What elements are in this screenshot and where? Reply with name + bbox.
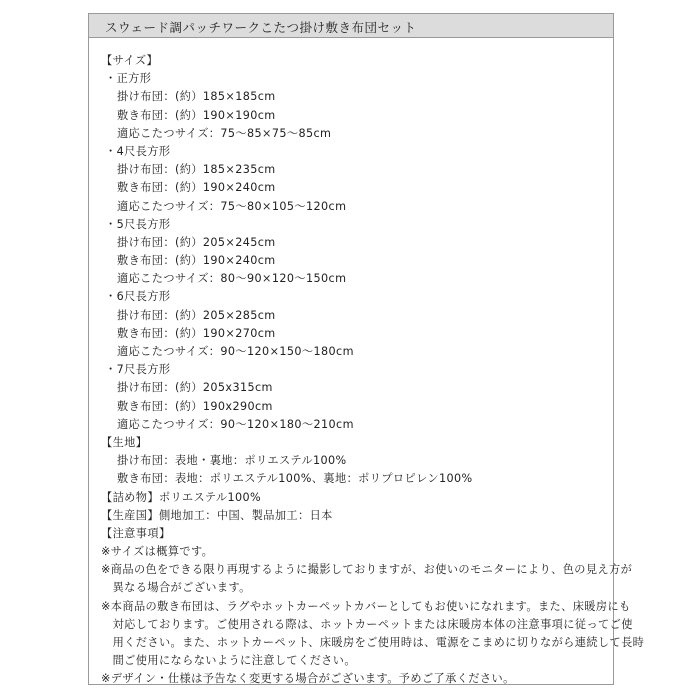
page-title: スウェード調パッチワークこたつ掛け敷き布団セット	[105, 20, 417, 35]
spec-line: 掛け布団：(約）205×245cm	[117, 235, 276, 249]
spec-line: 掛け布団：(約）185×185cm	[117, 90, 276, 104]
size-type-label: ・5尺長方形	[105, 217, 171, 231]
spec-list	[101, 52, 603, 543]
spec-line: 敷き布団：(約）190×190cm	[117, 108, 276, 122]
spec-line: 適応こたつサイズ：90～120×150～180cm	[117, 345, 354, 358]
note-line: 用ください。また、ホットカーペット、床暖房をご使用時は、電源をこまめに切りながら連続して長時	[101, 636, 645, 649]
spec-content	[101, 52, 645, 689]
spec-line: 掛け布団：(約）185×235cm	[117, 163, 276, 177]
size-type-label: ・6尺長方形	[105, 290, 171, 304]
spec-line: 適応こたつサイズ：75～80×105～120cm	[117, 199, 347, 213]
spec-line: 掛け布団：表地・裏地：ポリエステル100%	[117, 454, 347, 468]
spec-line: 敷き布団：表地：ポリエステル100%、裏地：ポリプロピレン100%	[117, 472, 473, 486]
spec-line: 敷き布団：(約）190×240cm	[117, 254, 276, 268]
notes-list	[101, 543, 645, 689]
size-type-label: ・7尺長方形	[105, 363, 171, 377]
section-heading: 【詰め物】ポリエステル100%	[101, 490, 262, 504]
note-line: 間ご使用にならないように注意してください。	[101, 654, 356, 668]
note-line: 異なる場合がございます。	[101, 581, 251, 595]
spec-line: 敷き布団：(約）190×240cm	[117, 181, 276, 195]
size-type-label: ・4尺長方形	[105, 144, 171, 158]
note-line: ※本商品の敷き布団は、ラグやホットカーペットカバーとしてもお使いになれます。また、床暖房にも	[101, 599, 631, 613]
spec-line: 適応こたつサイズ：75～85×75～85cm	[117, 126, 332, 140]
spec-line: 敷き布団：(約）190×270cm	[117, 326, 276, 340]
note-line: ※サイズは概算です。	[101, 545, 214, 559]
spec-panel	[88, 13, 645, 686]
section-heading: 【サイズ】	[101, 54, 159, 67]
title-bar	[89, 14, 613, 38]
section-heading: 【生産国】側地加工：中国、製品加工：日本	[101, 508, 333, 522]
note-line: ※商品の色をできる限り再現するように撮影しておりますが、お使いのモニターにより、色の見え方が	[101, 563, 633, 577]
spec-line: 掛け布団：(約）205×285cm	[117, 308, 276, 322]
size-type-label: ・正方形	[105, 72, 152, 86]
section-heading: 【生地】	[101, 435, 148, 449]
note-line: ※デザイン・仕様は予告なく変更する場合がございます。予めご了承ください。	[101, 672, 515, 686]
note-line: 対応しております。ご使用される際は、ホットカーペットまたは床暖房本体の注意事項に従ってご使	[101, 617, 633, 631]
spec-line: 適応こたつサイズ：90～120×180～210cm	[117, 417, 354, 431]
spec-line: 適応こたつサイズ：80～90×120～150cm	[117, 272, 347, 286]
spec-line: 掛け布団：(約）205x315cm	[117, 381, 273, 395]
section-heading: 【注意事項】	[101, 526, 171, 540]
spec-line: 敷き布団：(約）190x290cm	[117, 399, 273, 413]
